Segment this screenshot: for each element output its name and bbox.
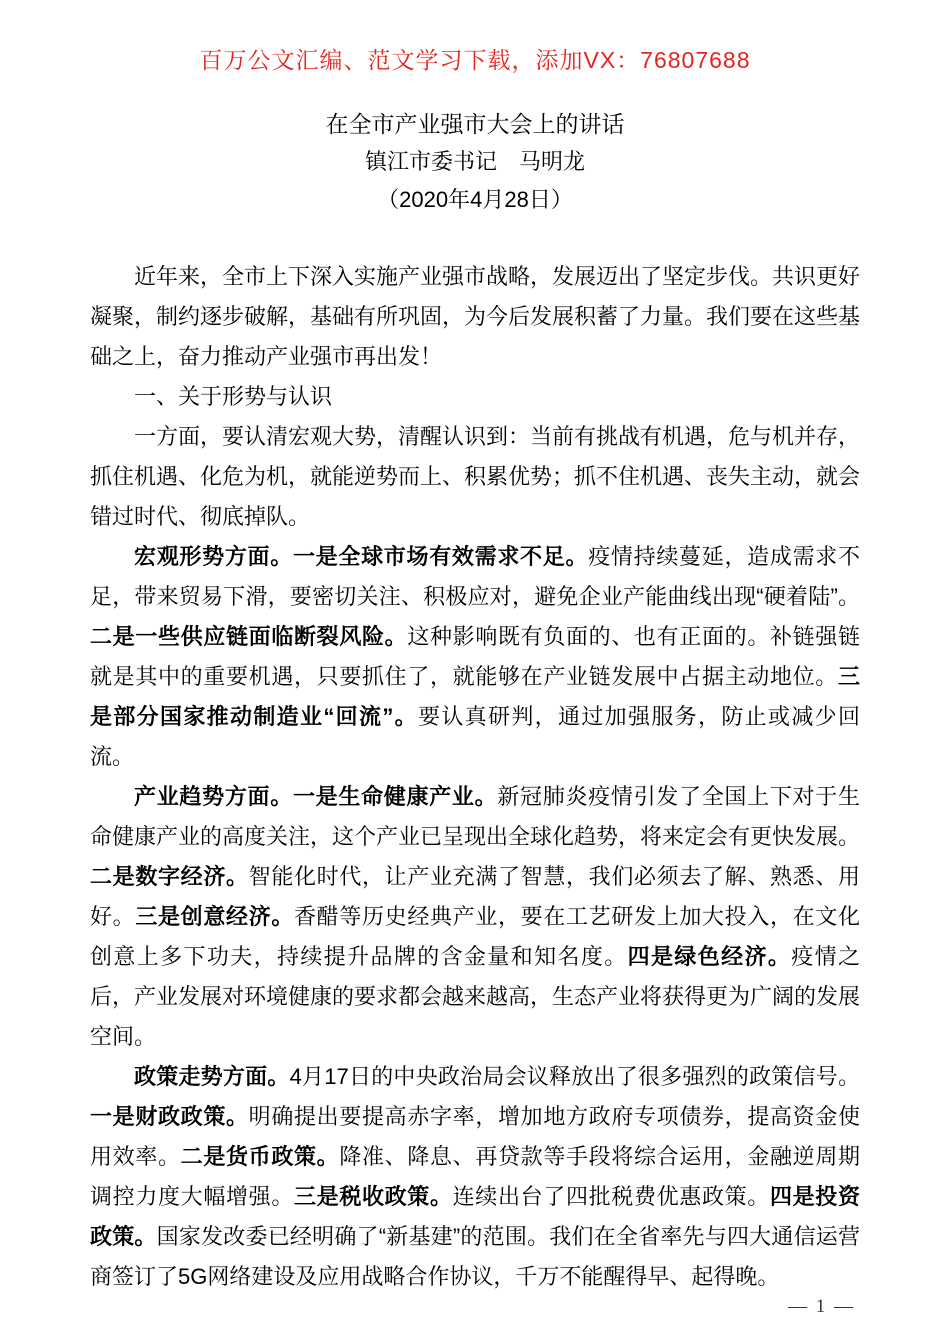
text-run: 疫情之后，产业发展对环境健康的要求都会越来越高，生态产业将获得更为广阔的发展空间。	[90, 944, 861, 1049]
bold-run: 二是数字经济。	[90, 864, 249, 889]
text-run: 香醋等历史经典产业，要在工艺研发上加大投入，在文化创意上多下功夫，持续提升品牌的含金量和知名度。	[90, 904, 860, 969]
bold-run: 宏观形势方面。一是全球市场有效需求不足。	[134, 544, 589, 569]
text-run: 近年来，全市上下深入实施产业强市战略，发展迈出了坚定步伐。共识更好凝聚，制约逐步破解，基础有所巩固，为今后发展积蓄了力量。我们要在这些基础之上，奋力推动产业强市再出发！	[90, 264, 861, 369]
paragraph	[90, 417, 860, 537]
document-date: （2020年4月28日）	[377, 187, 573, 212]
text-run: 要认真研判，通过加强服务，防止或减少回流。	[90, 704, 860, 769]
paragraph	[90, 777, 860, 1057]
title-block	[0, 105, 950, 219]
text-run: 明确提出要提高赤字率，增加地方政府专项债券，提高资金使用效率。	[90, 1104, 860, 1169]
bold-run: 二是一些供应链面临断裂风险。	[90, 624, 408, 649]
text-run: 疫情持续蔓延，造成需求不足，带来贸易下滑，要密切关注、积极应对，避免企业产能曲线出现“硬着陆”。	[90, 544, 860, 609]
paragraph	[90, 1057, 860, 1297]
document-body	[90, 257, 860, 1297]
bold-run: 二是货币政策。	[180, 1144, 340, 1169]
paragraph	[90, 537, 860, 777]
document-title: 在全市产业强市大会上的讲话	[325, 111, 625, 137]
text-run: 4月17日的中央政治局会议释放出了很多强烈的政策信号。	[289, 1064, 860, 1089]
watermark-notice: 百万公文汇编、范文学习下载，添加VX：76807688	[199, 47, 751, 73]
page-number: — 1 —	[788, 1296, 855, 1317]
bold-run: 一是财政政策。	[90, 1104, 249, 1129]
bold-run: 三是创意经济。	[135, 904, 295, 929]
bold-run: 三是税收政策。	[293, 1184, 453, 1209]
text-run: 国家发改委已经明确了“新基建”的范围。我们在全省率先与四大通信运营商签订了5G网络建设及应用战略合作协议，千万不能醒得早、起得晚。	[90, 1224, 860, 1289]
bold-run: 产业趋势方面。一是生命健康产业。	[134, 784, 498, 809]
bold-run: 政策走势方面。	[134, 1064, 290, 1089]
text-run: 一方面，要认清宏观大势，清醒认识到：当前有挑战有机遇，危与机并存，抓住机遇、化危为机，就能逆势而上、积累优势；抓不住机遇、丧失主动，就会错过时代、彻底掉队。	[90, 424, 861, 529]
text-run: 降准、降息、再贷款等手段将综合运用，金融逆周期调控力度大幅增强。	[90, 1144, 860, 1209]
paragraph	[90, 257, 860, 377]
text-run: 新冠肺炎疫情引发了全国上下对于生命健康产业的高度关注，这个产业已呈现出全球化趋势，将来定会有更快发展。	[90, 784, 861, 849]
document-author: 镇江市委书记 马明龙	[364, 149, 585, 174]
bold-run: 三是部分国家推动制造业“回流”。	[90, 664, 860, 729]
bold-run: 四是绿色经济。	[627, 944, 792, 969]
text-run: 一、关于形势与认识	[134, 384, 333, 409]
text-run: 连续出台了四批税费优惠政策。	[452, 1184, 770, 1209]
paragraph	[90, 377, 860, 417]
text-run: 这种影响既有负面的、也有正面的。补链强链就是其中的重要机遇，只要抓住了，就能够在产业链发展中占据主动地位。	[90, 624, 860, 689]
bold-run: 四是投资政策。	[90, 1184, 860, 1249]
text-run: 智能化时代，让产业充满了智慧，我们必须去了解、熟悉、用好。	[90, 864, 860, 929]
